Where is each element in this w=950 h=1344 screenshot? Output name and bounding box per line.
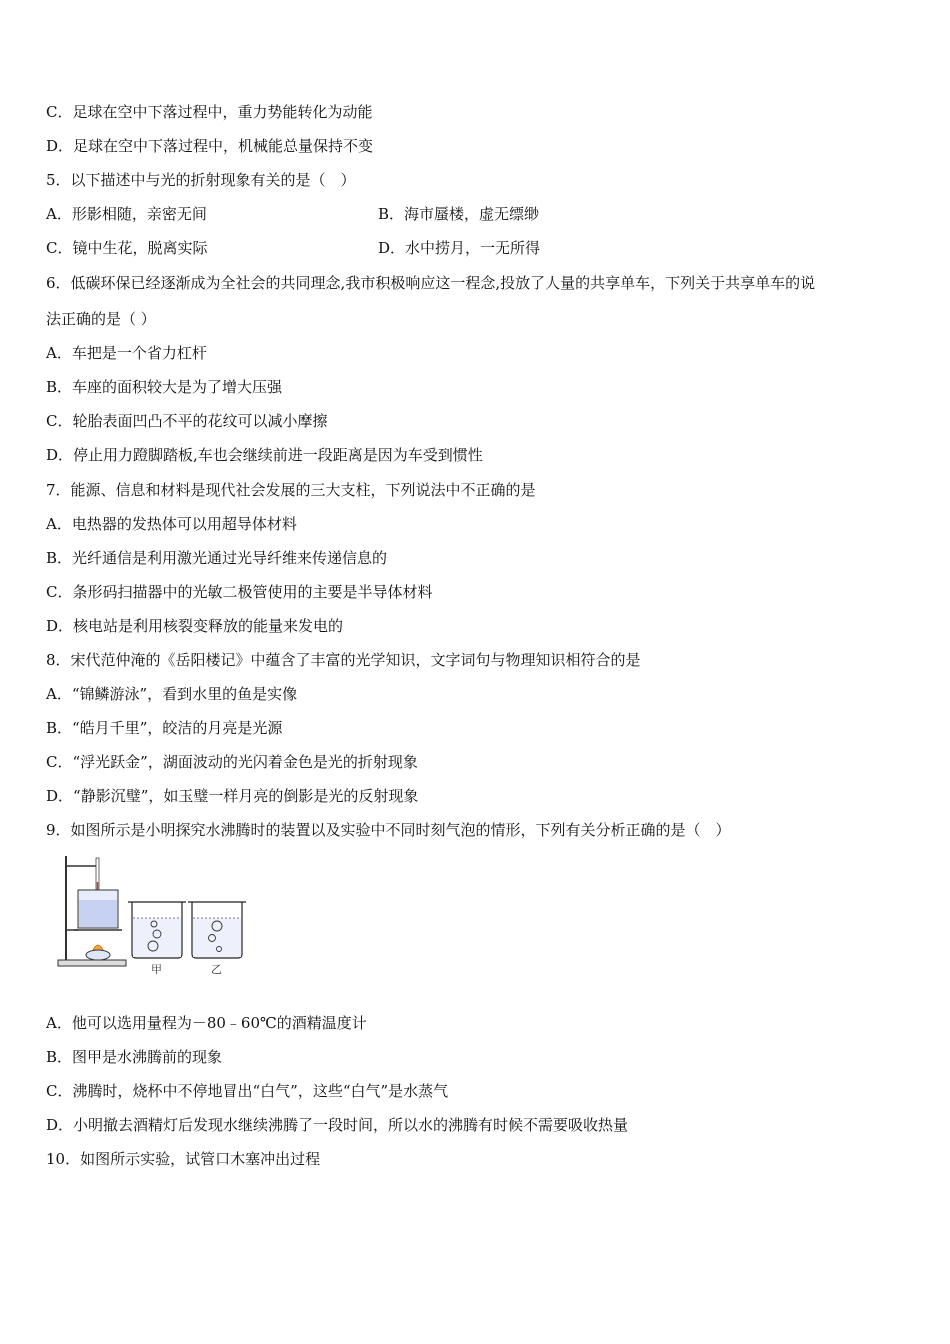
q5-stem: 5．以下描述中与光的折射现象有关的是（ ） — [46, 171, 356, 189]
q4-option-d: D．足球在空中下落过程中，机械能总量保持不变 — [46, 137, 374, 155]
q9-option-b: B．图甲是水沸腾前的现象 — [46, 1048, 223, 1066]
q6-stem-line1: 6．低碳环保已经逐渐成为全社会的共同理念,我市积极响应这一程念,投放了人量的共享单车，下列关于共享单车的说 — [46, 274, 816, 292]
figure-label-yi: 乙 — [211, 963, 222, 976]
q6-option-c: C．轮胎表面凹凸不平的花纹可以减小摩擦 — [46, 412, 328, 430]
figure-label-jia: 甲 — [151, 963, 162, 976]
q9-option-d: D．小明撤去酒精灯后发现水继续沸腾了一段时间，所以水的沸腾有时候不需要吸收热量 — [46, 1116, 629, 1134]
q6-option-d: D．停止用力蹬脚踏板,车也会继续前进一段距离是因为车受到惯性 — [46, 446, 483, 464]
q5-option-b: B．海市蜃楼，虚无缥缈 — [378, 205, 540, 223]
q6-option-b: B．车座的面积较大是为了增大压强 — [46, 378, 283, 396]
apparatus-illustration — [54, 852, 254, 977]
q7-option-b: B．光纤通信是利用激光通过光导纤维来传递信息的 — [46, 549, 388, 567]
q10-stem: 10．如图所示实验，试管口木塞冲出过程 — [46, 1150, 321, 1168]
q7-option-c: C．条形码扫描器中的光敏二极管使用的主要是半导体材料 — [46, 583, 433, 601]
q8-option-d: D．“静影沉璧”，如玉璧一样月亮的倒影是光的反射现象 — [46, 787, 419, 805]
q5-option-c: C．镜中生花，脱离实际 — [46, 239, 208, 257]
q7-stem: 7．能源、信息和材料是现代社会发展的三大支柱，下列说法中不正确的是 — [46, 481, 536, 499]
q9-stem: 9．如图所示是小明探究水沸腾时的装置以及实验中不同时刻气泡的情形，下列有关分析正确的是（ ） — [46, 821, 731, 839]
boiling-experiment-figure — [54, 852, 254, 977]
q8-stem: 8．宋代范仲淹的《岳阳楼记》中蕴含了丰富的光学知识，文字词句与物理知识相符合的是 — [46, 651, 641, 669]
q4-option-c: C．足球在空中下落过程中，重力势能转化为动能 — [46, 103, 373, 121]
q6-option-a: A．车把是一个省力杠杆 — [46, 344, 207, 362]
q7-option-d: D．核电站是利用核裂变释放的能量来发电的 — [46, 617, 344, 635]
q6-stem-line2: 法正确的是（ ） — [46, 310, 156, 328]
q5-option-d: D．水中捞月，一无所得 — [378, 239, 541, 257]
q7-option-a: A．电热器的发热体可以用超导体材料 — [46, 515, 297, 533]
q8-option-c: C．“浮光跃金”，湖面波动的光闪着金色是光的折射现象 — [46, 753, 418, 771]
q5-option-a: A．形影相随，亲密无间 — [46, 205, 207, 223]
q8-option-a: A．“锦鳞游泳”，看到水里的鱼是实像 — [46, 685, 298, 703]
q9-option-a: A．他可以选用量程为－80﹣60℃的酒精温度计 — [46, 1014, 367, 1032]
q8-option-b: B．“皓月千里”，皎洁的月亮是光源 — [46, 719, 283, 737]
q9-option-c: C．沸腾时，烧杯中不停地冒出“白气”，这些“白气”是水蒸气 — [46, 1082, 449, 1100]
